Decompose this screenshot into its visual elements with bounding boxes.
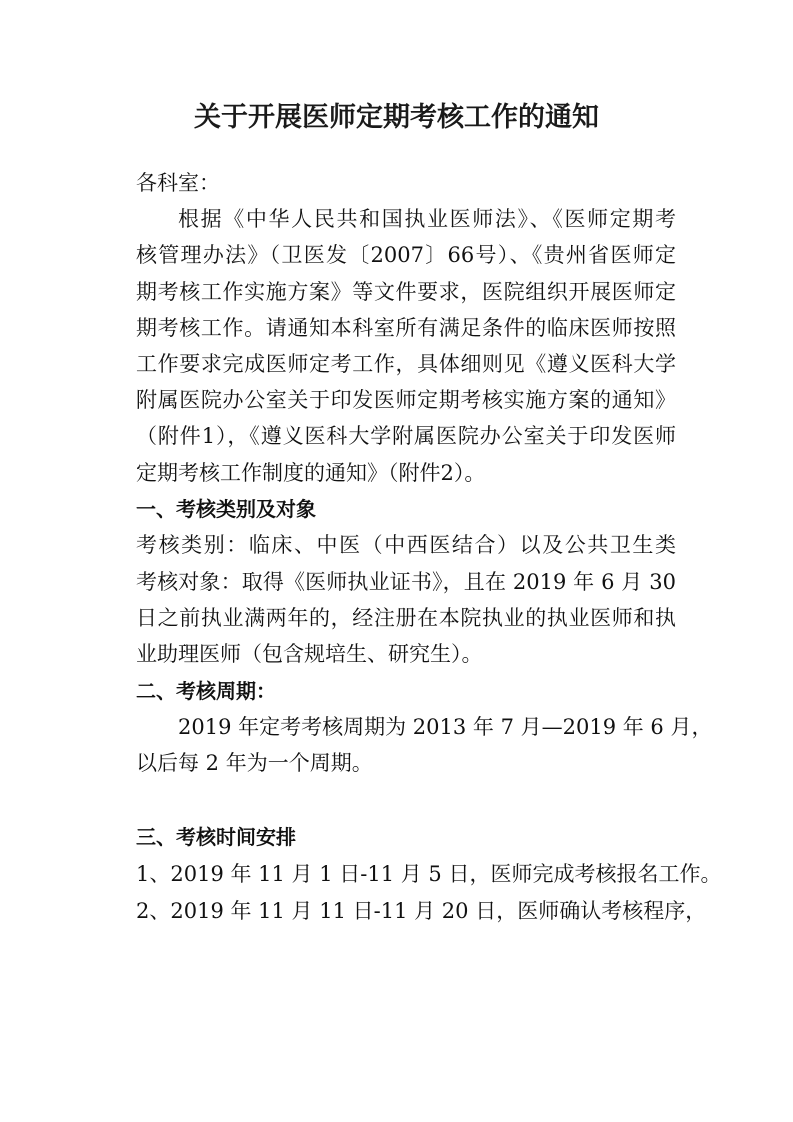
paragraph-line: 期考核工作。请通知本科室所有满足条件的临床医师按照 — [136, 316, 676, 340]
section-heading: 三、考核时间安排 — [136, 825, 296, 849]
paragraph-line: 根据《中华人民共和国执业医师法》、《医师定期考 — [178, 207, 676, 231]
paragraph-line: 业助理医师（包含规培生、研究生）。 — [136, 642, 483, 666]
document-title: 关于开展医师定期考核工作的通知 — [194, 102, 599, 133]
paragraph-line: （附件1），《遵义医科大学附属医院办公室关于印发医师 — [136, 424, 676, 448]
paragraph-line: 附属医院办公室关于印发医师定期考核实施方案的通知》 — [136, 388, 676, 412]
paragraph-line: 2、2019 年 11 月 11 日-11 月 20 日，医师确认考核程序， — [136, 899, 707, 923]
paragraph-line: 1、2019 年 11 月 1 日-11 月 5 日，医师完成考核报名工作。 — [136, 862, 722, 886]
paragraph-line: 日之前执业满两年的，经注册在本院执业的执业医师和执 — [136, 606, 676, 630]
salutation: 各科室： — [136, 171, 220, 195]
section-heading: 一、考核类别及对象 — [136, 497, 316, 521]
paragraph-line: 核管理办法》（卫医发〔2007〕66号）、《贵州省医师定 — [136, 243, 676, 267]
paragraph-line: 考核类别：临床、中医（中西医结合）以及公共卫生类 — [136, 533, 676, 557]
paragraph-line: 工作要求完成医师定考工作，具体细则见《遵义医科大学 — [136, 352, 676, 376]
paragraph-line: 2019 年定考考核周期为 2013 年 7 月—2019 年 6 月， — [178, 715, 713, 739]
paragraph-line: 考核对象：取得《医师执业证书》，且在 2019 年 6 月 30 — [136, 570, 676, 594]
paragraph-line: 期考核工作实施方案》等文件要求，医院组织开展医师定 — [136, 280, 676, 304]
section-heading: 二、考核周期： — [136, 679, 276, 703]
paragraph-line: 以后每 2 年为一个周期。 — [136, 751, 373, 775]
paragraph-line: 定期考核工作制度的通知》（附件2）。 — [136, 461, 486, 485]
